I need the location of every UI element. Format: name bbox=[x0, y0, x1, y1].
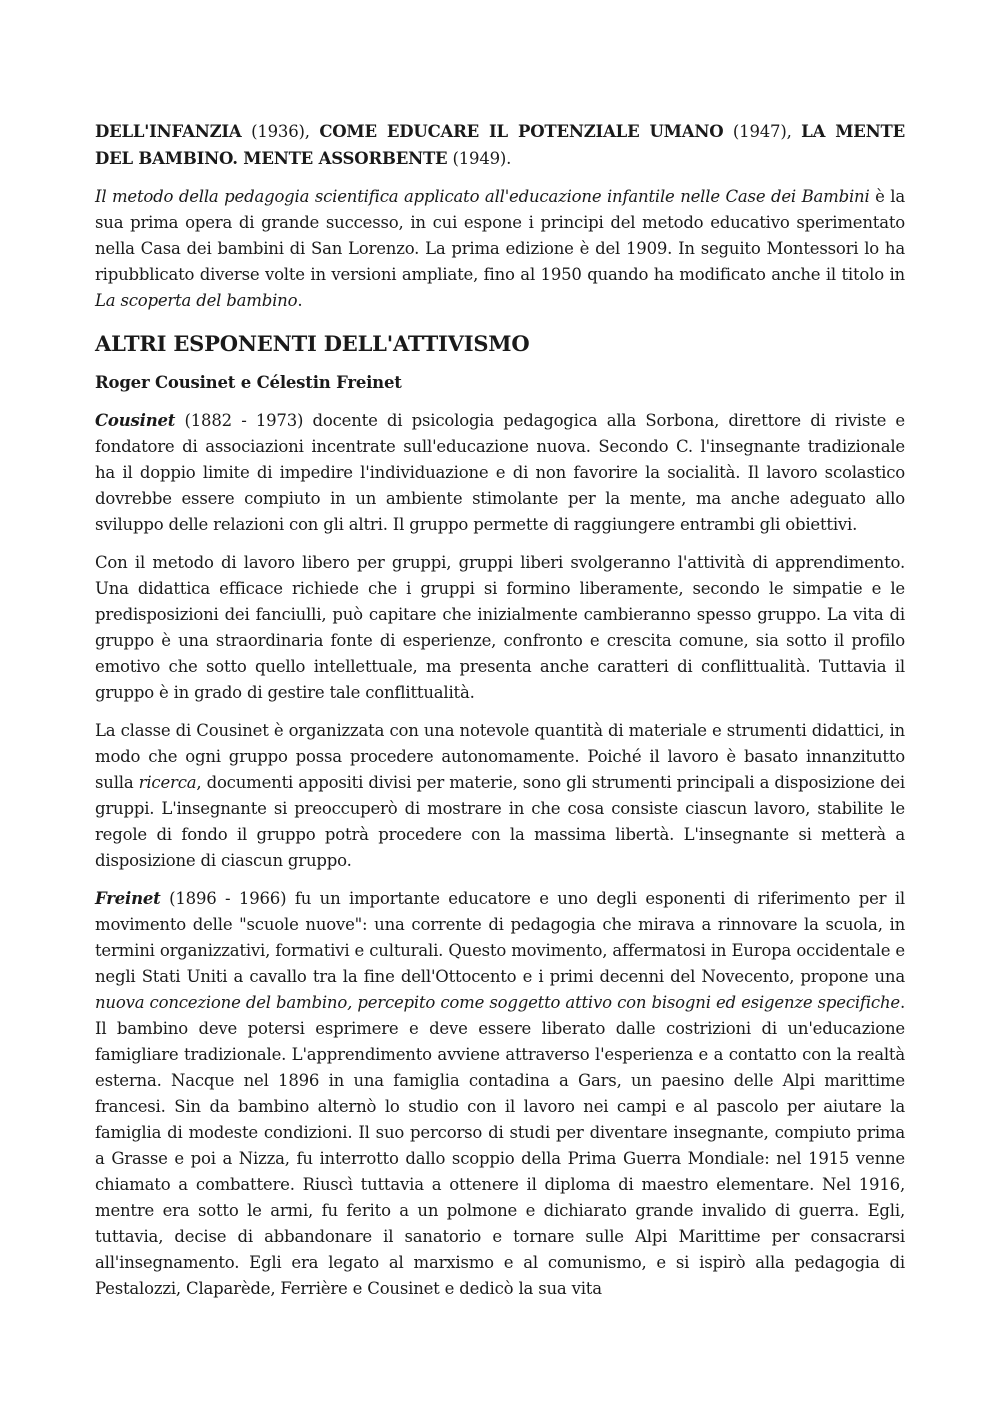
author-name: Freinet bbox=[95, 889, 161, 908]
paragraph-text: è la sua prima opera di grande successo, in cui espone i principi del metodo educativo sperimentato nella Casa dei bambini di San Lorenzo. La prima edizione è del 1909. In seguito Montessori lo ha ripubblicato diverse volte in versioni ampliate, fino al 1950 quando ha modificato anche il titolo in bbox=[95, 187, 905, 284]
paragraph-classe bbox=[95, 718, 905, 874]
paragraph-text: La classe di Cousinet è organizzata con una notevole quantità di materiale e strumenti didattici, in modo che ogni gruppo possa procedere autonomamente. Poiché il lavoro è basato innanzitutto sulla bbox=[95, 721, 905, 792]
italic-phrase: nuova concezione del bambino, percepito come soggetto attivo con bisogni ed esigenze specifiche bbox=[95, 993, 900, 1012]
year: (1949). bbox=[447, 149, 512, 168]
book-title-italic: Il metodo della pedagogia scientifica applicato all'educazione infantile nelle Case dei Bambini bbox=[95, 187, 870, 206]
paragraph-cousinet bbox=[95, 408, 905, 538]
paragraph-text: , documenti appositi divisi per materie, sono gli strumenti principali a disposizione dei gruppi. L'insegnante si preoccuperò di mostrare in che cosa consiste ciascun lavoro, stabilite le regole di fondo il gruppo potrà procedere con la massima libertà. L'insegnante si metterà a disposizione di ciascun gruppo. bbox=[95, 773, 906, 870]
book-title: LA MENTE DEL BAMBINO. MENTE ASSORBENTE bbox=[95, 122, 905, 168]
italic-term: ricerca bbox=[138, 773, 197, 792]
year: (1936), bbox=[241, 122, 320, 141]
paragraph-text: . Il bambino deve potersi esprimere e deve essere liberato dalle costrizioni di un'educazione famigliare tradizionale. L'apprendimento avviene attraverso l'esperienza e a contatto con la realtà esterna. Nacque nel 1896 in una famiglia contadina a Gars, un paesino delle Alpi marittime francesi. Sin da bambino alternò lo studio con il lavoro nei campi e al pascolo per aiutare la famiglia di modeste condizioni. Il suo percorso di studi per diventare insegnante, compiuto prima a Grasse e poi a Nizza, fu interrotto dallo scoppio della Prima Guerra Mondiale: nel 1915 venne chiamato a combattere. Riuscì tuttavia a ottenere il diploma di maestro elementare. Nel 1916, mentre era sotto le armi, fu ferito a un polmone e dichiarato grande invalido di guerra. Egli, tuttavia, decise di abbandonare il sanatorio e tornare sulle Alpi Marittime per consacrarsi all'insegnamento. Egli era legato al marxismo e al comunismo, e si ispirò alla pedagogia di Pestalozzi, Claparède, Ferrière e Cousinet e dedicò la sua vita bbox=[95, 993, 905, 1298]
paragraph-text: . bbox=[297, 291, 303, 310]
book-title: DELL'INFANZIA bbox=[95, 122, 242, 141]
subheading: Roger Cousinet e Célestin Freinet bbox=[95, 373, 402, 392]
year: (1947), bbox=[723, 122, 802, 141]
paragraph-text: (1882 - 1973) docente di psicologia pedagogica alla Sorbona, direttore di riviste e fondatore di associazioni incentrate sull'educazione nuova. Secondo C. l'insegnante tradizionale ha il doppio limite di impedire l'individuazione e di non favorire la socialità. Il lavoro scolastico dovrebbe essere compiuto in un ambiente stimolante per la mente, ma anche adeguato allo sviluppo delle relazioni con gli altri. Il gruppo permette di raggiungere entrambi gli obiettivi. bbox=[95, 411, 905, 534]
paragraph-freinet bbox=[95, 886, 905, 1302]
book-title-italic: La scoperta del bambino bbox=[95, 291, 298, 310]
author-name: Cousinet bbox=[95, 411, 176, 430]
paragraph-metodo bbox=[95, 184, 905, 314]
paragraph-gruppi: Con il metodo di lavoro libero per gruppi, gruppi liberi svolgeranno l'attività di apprendimento. Una didattica efficace richiede che i gruppi si formino liberamente, secondo le simpatie e le predisposizioni dei fanciulli, può capitare che inizialmente cambieranno spesso gruppo. La vita di gruppo è una straordinaria fonte di esperienze, confronto e crescita comune, sia sotto il profilo emotivo che sotto quello intellettuale, ma presenta anche caratteri di conflittualità. Tuttavia il gruppo è in grado di gestire tale conflittualità. bbox=[95, 553, 905, 702]
book-title: COME EDUCARE IL POTENZIALE UMANO bbox=[319, 122, 724, 141]
paragraph-text: (1896 - 1966) fu un importante educatore e uno degli esponenti di riferimento per il movimento delle "scuole nuove": una corrente di pedagogia che mirava a rinnovare la scuola, in termini organizzativi, formativi e culturali. Questo movimento, affermatosi in Europa occidentale e negli Stati Uniti a cavallo tra la fine dell'Ottocento e i primi decenni del Novecento, propone una bbox=[95, 889, 905, 986]
document-page bbox=[95, 118, 905, 1314]
section-heading: ALTRI ESPONENTI DELL'ATTIVISMO bbox=[95, 331, 530, 356]
intro-paragraph bbox=[95, 118, 905, 172]
